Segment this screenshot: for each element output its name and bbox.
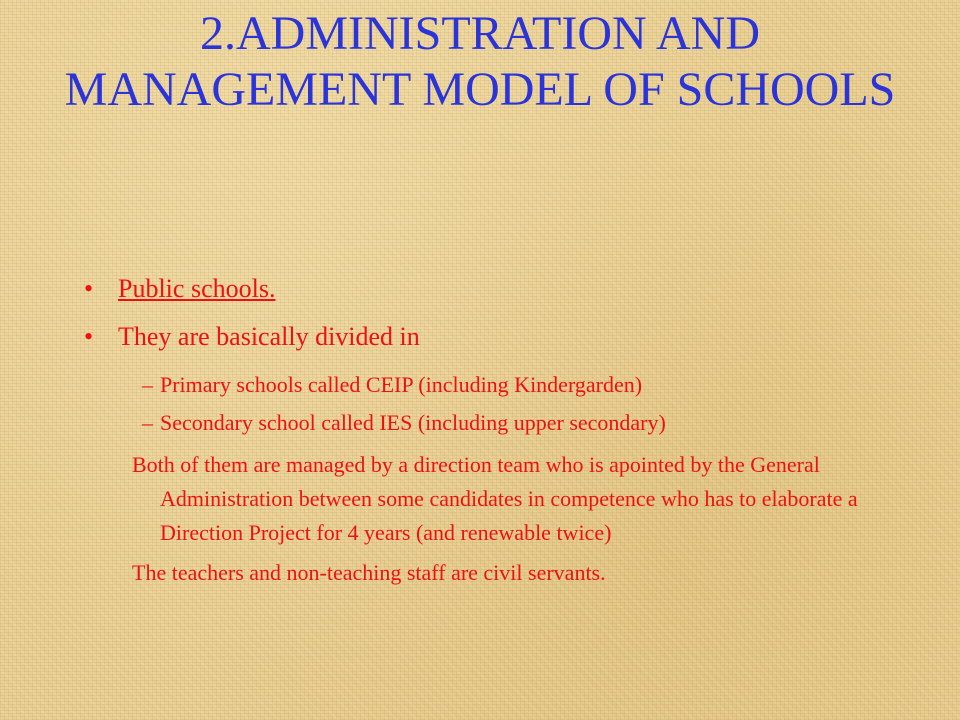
sub-marker: – — [142, 410, 153, 435]
sub-item-secondary — [80, 406, 900, 440]
sub-text: Primary schools called CEIP (including Kindergarden) — [160, 372, 643, 397]
bullet-text: They are basically divided in — [118, 322, 420, 351]
bullet-public-schools — [80, 272, 900, 306]
slide-content — [80, 272, 900, 590]
bullet-divided — [80, 320, 900, 354]
paragraph-civil-servants: The teachers and non-teaching staff are civil servants. — [132, 560, 606, 585]
paragraph-direction-team: Both of them are managed by a direction team who is apointed by the General Administration between some candidates in competence who has to elaborate a Direction Project for 4 years (and renewable twice) — [132, 452, 858, 545]
bullet-marker: • — [84, 274, 94, 303]
bullet-text: Public schools. — [118, 274, 276, 303]
bullet-marker: • — [84, 322, 94, 351]
sub-marker: – — [142, 372, 153, 397]
sub-item-primary — [80, 368, 900, 402]
slide-title: 2.ADMINISTRATION AND MANAGEMENT MODEL OF SCHOOLS — [64, 7, 896, 116]
sub-text: Secondary school called IES (including upper secondary) — [160, 410, 666, 435]
